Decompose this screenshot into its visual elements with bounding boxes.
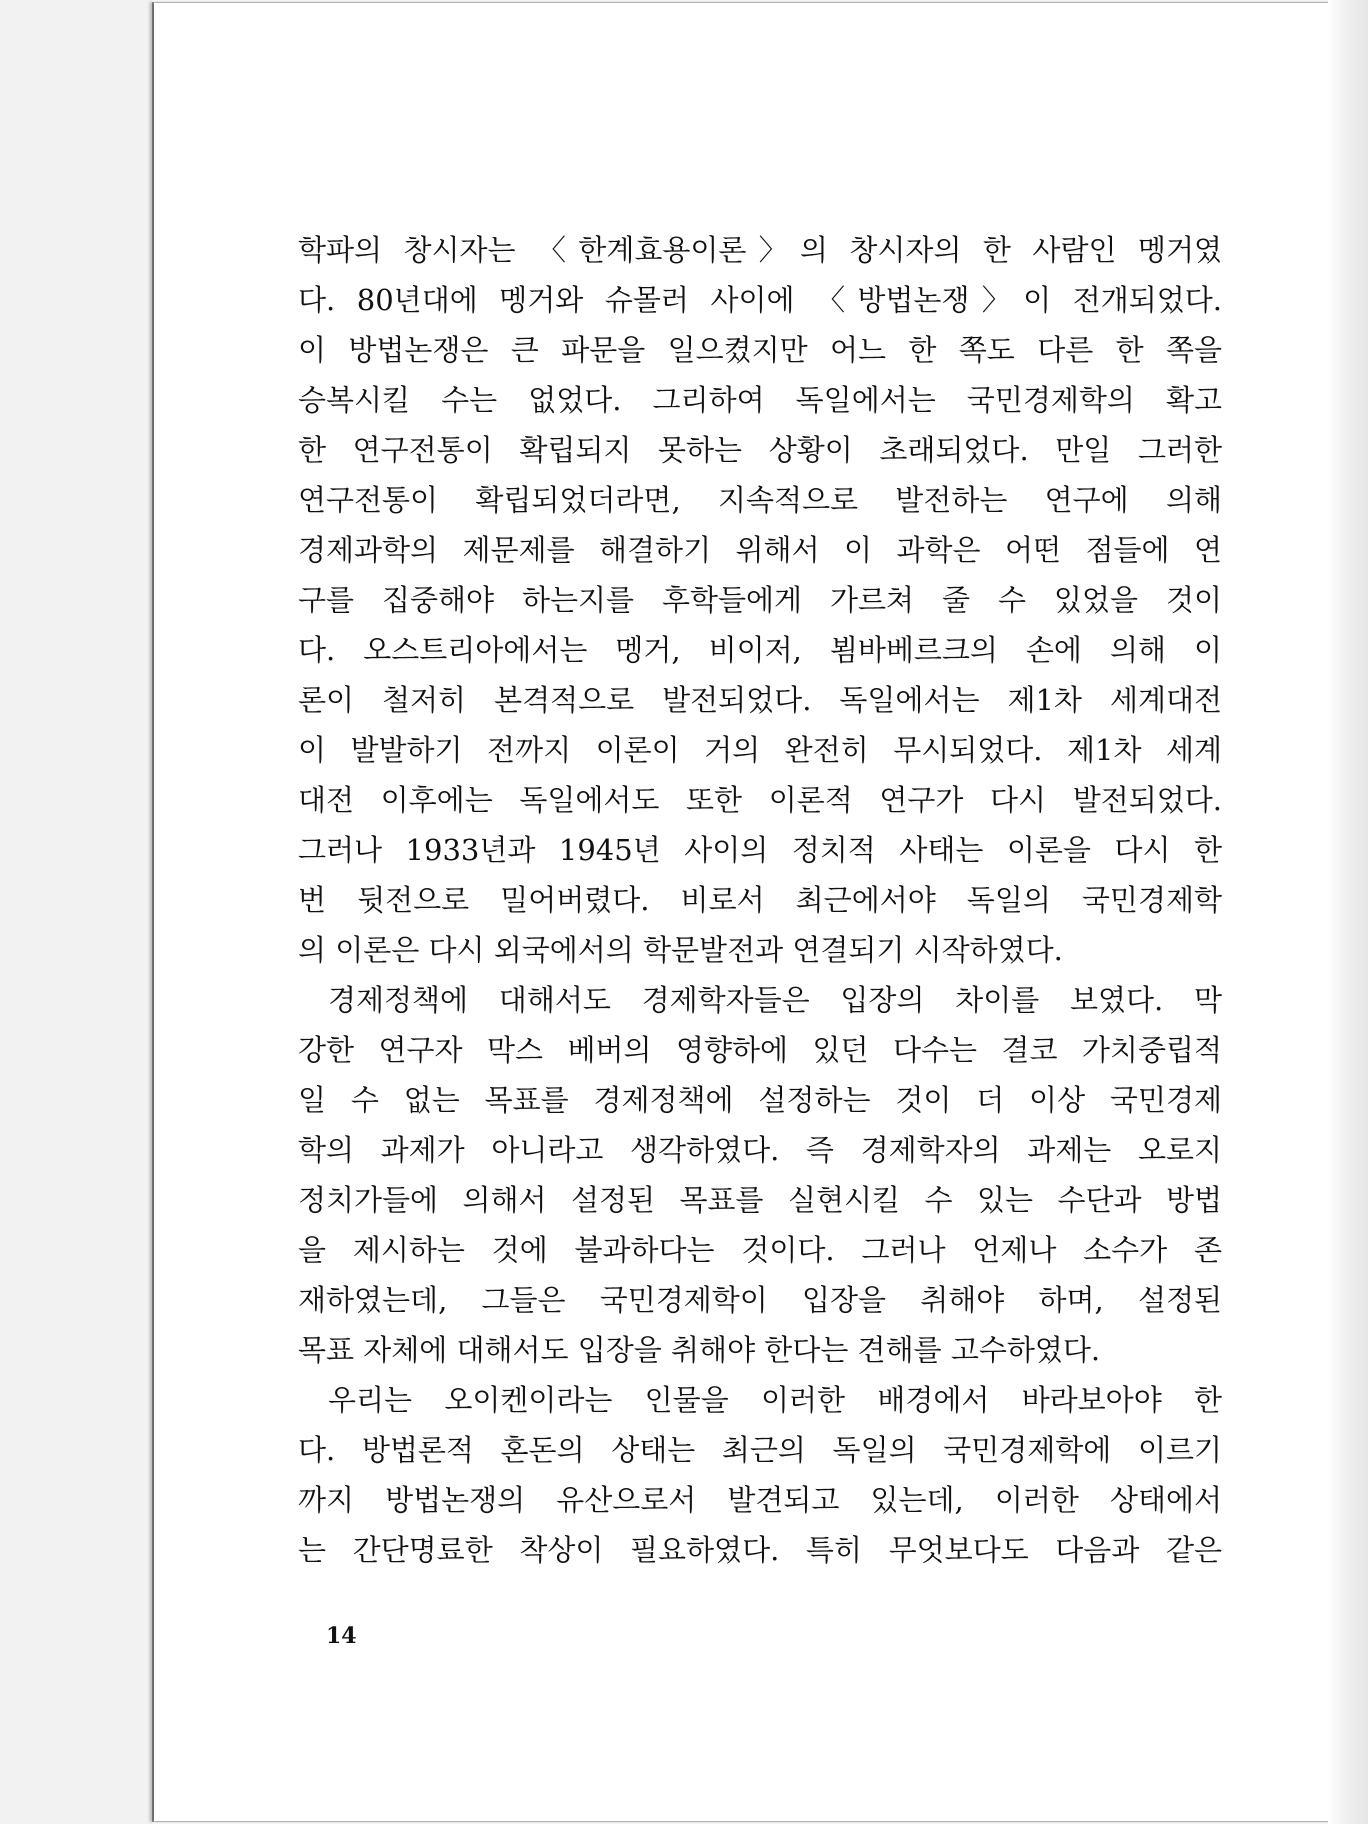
page-body-text	[298, 225, 1222, 1575]
text-line: 목표 자체에 대해서도 입장을 취해야 한다는 견해를 고수하였다.	[298, 1333, 1101, 1367]
text-line: 구를 집중해야 하는지를 후학들에게 가르쳐 줄 수 있었을 것이	[298, 583, 1222, 617]
text-line: 승복시킬 수는 없었다. 그리하여 독일에서는 국민경제학의 확고	[298, 383, 1222, 417]
book-page	[152, 2, 1362, 1822]
text-line: 우리는 오이켄이라는 인물을 이러한 배경에서 바라보아야 한	[328, 1383, 1222, 1417]
text-line: 한 연구전통이 확립되지 못하는 상황이 초래되었다. 만일 그러한	[298, 433, 1222, 467]
text-line: 다. 방법론적 혼돈의 상태는 최근의 독일의 국민경제학에 이르기	[298, 1433, 1222, 1467]
text-line: 정치가들에 의해서 설정된 목표를 실현시킬 수 있는 수단과 방법	[298, 1183, 1222, 1217]
text-line: 의 이론은 다시 외국에서의 학문발전과 연결되기 시작하였다.	[298, 933, 1063, 967]
text-line: 학파의 창시자는 〈한계효용이론〉의 창시자의 한 사람인 멩거였	[298, 233, 1222, 267]
text-line: 대전 이후에는 독일에서도 또한 이론적 연구가 다시 발전되었다.	[298, 783, 1222, 817]
text-line: 다. 오스트리아에서는 멩거, 비이저, 뵘바베르크의 손에 의해 이	[298, 633, 1222, 667]
text-line: 는 간단명료한 착상이 필요하였다. 특히 무엇보다도 다음과 같은	[298, 1533, 1222, 1567]
page-number: 14	[326, 1623, 357, 1649]
text-line: 연구전통이 확립되었더라면, 지속적으로 발전하는 연구에 의해	[298, 483, 1222, 517]
text-line: 까지 방법논쟁의 유산으로서 발견되고 있는데, 이러한 상태에서	[298, 1483, 1222, 1517]
text-line: 그러나 1933년과 1945년 사이의 정치적 사태는 이론을 다시 한	[298, 833, 1222, 867]
text-line: 번 뒷전으로 밀어버렸다. 비로서 최근에서야 독일의 국민경제학	[298, 883, 1222, 917]
viewer-left-gutter	[0, 0, 152, 1824]
text-line: 다. 80년대에 멩거와 슈몰러 사이에 〈방법논쟁〉이 전개되었다.	[298, 283, 1222, 317]
text-line: 을 제시하는 것에 불과하다는 것이다. 그러나 언제나 소수가 존	[298, 1233, 1222, 1267]
text-line: 학의 과제가 아니라고 생각하였다. 즉 경제학자의 과제는 오로지	[298, 1133, 1222, 1167]
text-line: 경제과학의 제문제를 해결하기 위해서 이 과학은 어떤 점들에 연	[298, 533, 1222, 567]
text-line: 이 방법논쟁은 큰 파문을 일으켰지만 어느 한 쪽도 다른 한 쪽을	[298, 333, 1222, 367]
text-line: 재하였는데, 그들은 국민경제학이 입장을 취해야 하며, 설정된	[298, 1283, 1222, 1317]
text-line: 론이 철저히 본격적으로 발전되었다. 독일에서는 제1차 세계대전	[298, 683, 1222, 717]
text-line: 강한 연구자 막스 베버의 영향하에 있던 다수는 결코 가치중립적	[298, 1033, 1222, 1067]
text-line: 이 발발하기 전까지 이론이 거의 완전히 무시되었다. 제1차 세계	[298, 733, 1222, 767]
viewer-right-edge	[1328, 0, 1368, 1824]
text-line: 경제정책에 대해서도 경제학자들은 입장의 차이를 보였다. 막	[328, 983, 1222, 1017]
text-line: 일 수 없는 목표를 경제정책에 설정하는 것이 더 이상 국민경제	[298, 1083, 1222, 1117]
